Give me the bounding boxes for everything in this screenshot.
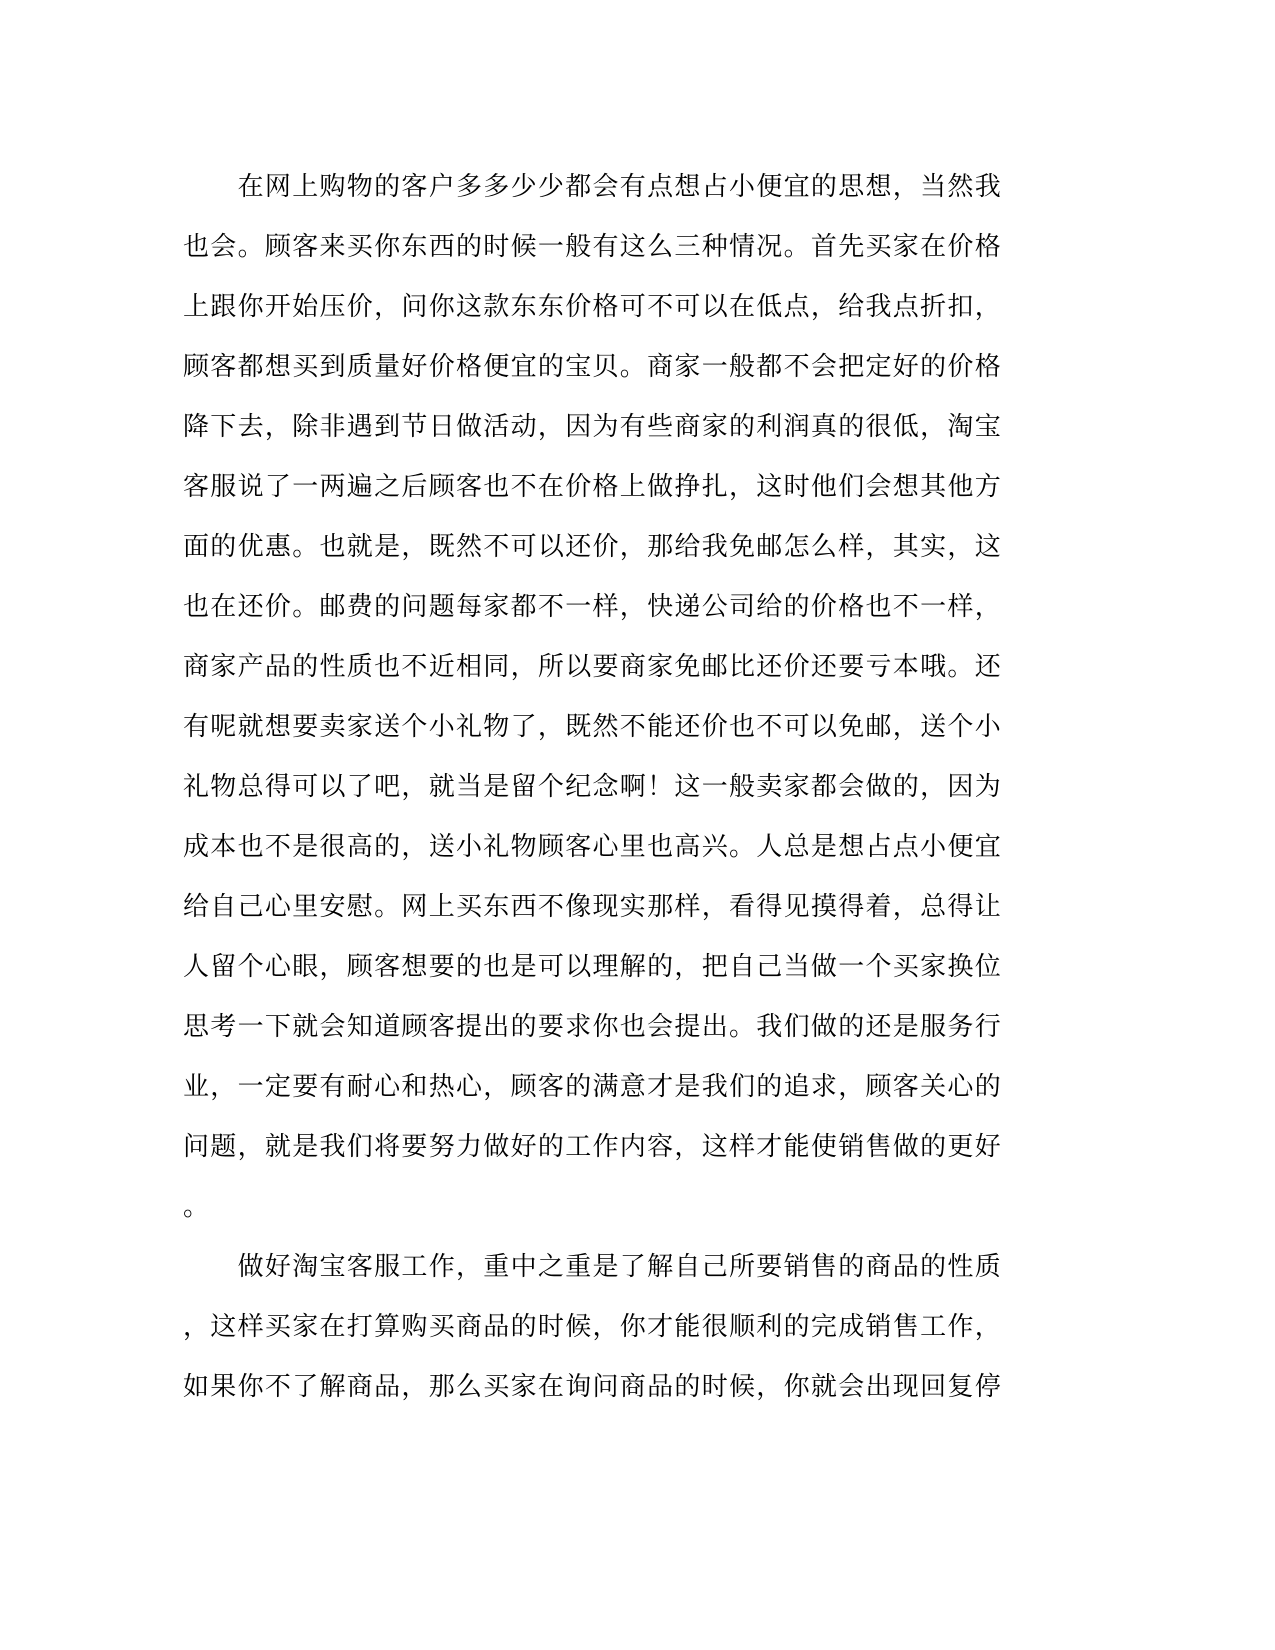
text-line: 。 [183, 1192, 211, 1222]
text-line: 礼物总得可以了吧，就当是留个纪念啊！这一般卖家都会做的，因为 [183, 772, 1003, 802]
text-line: 也会。顾客来买你东西的时候一般有这么三种情况。首先买家在价格 [183, 232, 1003, 262]
text-line: ，这样买家在打算购买商品的时候，你才能很顺利的完成销售工作， [183, 1312, 1003, 1342]
body-text [183, 157, 1033, 1417]
text-line: 做好淘宝客服工作，重中之重是了解自己所要销售的商品的性质 [183, 1252, 1003, 1282]
text-line: 商家产品的性质也不近相同，所以要商家免邮比还价还要亏本哦。还 [183, 652, 1003, 682]
text-line: 顾客都想买到质量好价格便宜的宝贝。商家一般都不会把定好的价格 [183, 352, 1003, 382]
text-line: 降下去，除非遇到节日做活动，因为有些商家的利润真的很低，淘宝 [183, 412, 1003, 442]
text-line: 业，一定要有耐心和热心，顾客的满意才是我们的追求，顾客关心的 [183, 1072, 1003, 1102]
text-line: 有呢就想要卖家送个小礼物了，既然不能还价也不可以免邮，送个小 [183, 712, 1003, 742]
text-line: 也在还价。邮费的问题每家都不一样，快递公司给的价格也不一样， [183, 592, 1003, 622]
text-line: 在网上购物的客户多多少少都会有点想占小便宜的思想，当然我 [183, 172, 1003, 202]
text-line: 问题，就是我们将要努力做好的工作内容，这样才能使销售做的更好 [183, 1132, 1003, 1162]
text-line: 上跟你开始压价，问你这款东东价格可不可以在低点，给我点折扣， [183, 292, 1003, 322]
text-line: 如果你不了解商品，那么买家在询问商品的时候，你就会出现回复停 [183, 1372, 1003, 1402]
text-line: 人留个心眼，顾客想要的也是可以理解的，把自己当做一个买家换位 [183, 952, 1003, 982]
text-line: 面的优惠。也就是，既然不可以还价，那给我免邮怎么样，其实，这 [183, 532, 1003, 562]
text-line: 给自己心里安慰。网上买东西不像现实那样，看得见摸得着，总得让 [183, 892, 1003, 922]
text-line: 成本也不是很高的，送小礼物顾客心里也高兴。人总是想占点小便宜 [183, 832, 1003, 862]
text-line: 思考一下就会知道顾客提出的要求你也会提出。我们做的还是服务行 [183, 1012, 1003, 1042]
text-line: 客服说了一两遍之后顾客也不在价格上做挣扎，这时他们会想其他方 [183, 472, 1003, 502]
